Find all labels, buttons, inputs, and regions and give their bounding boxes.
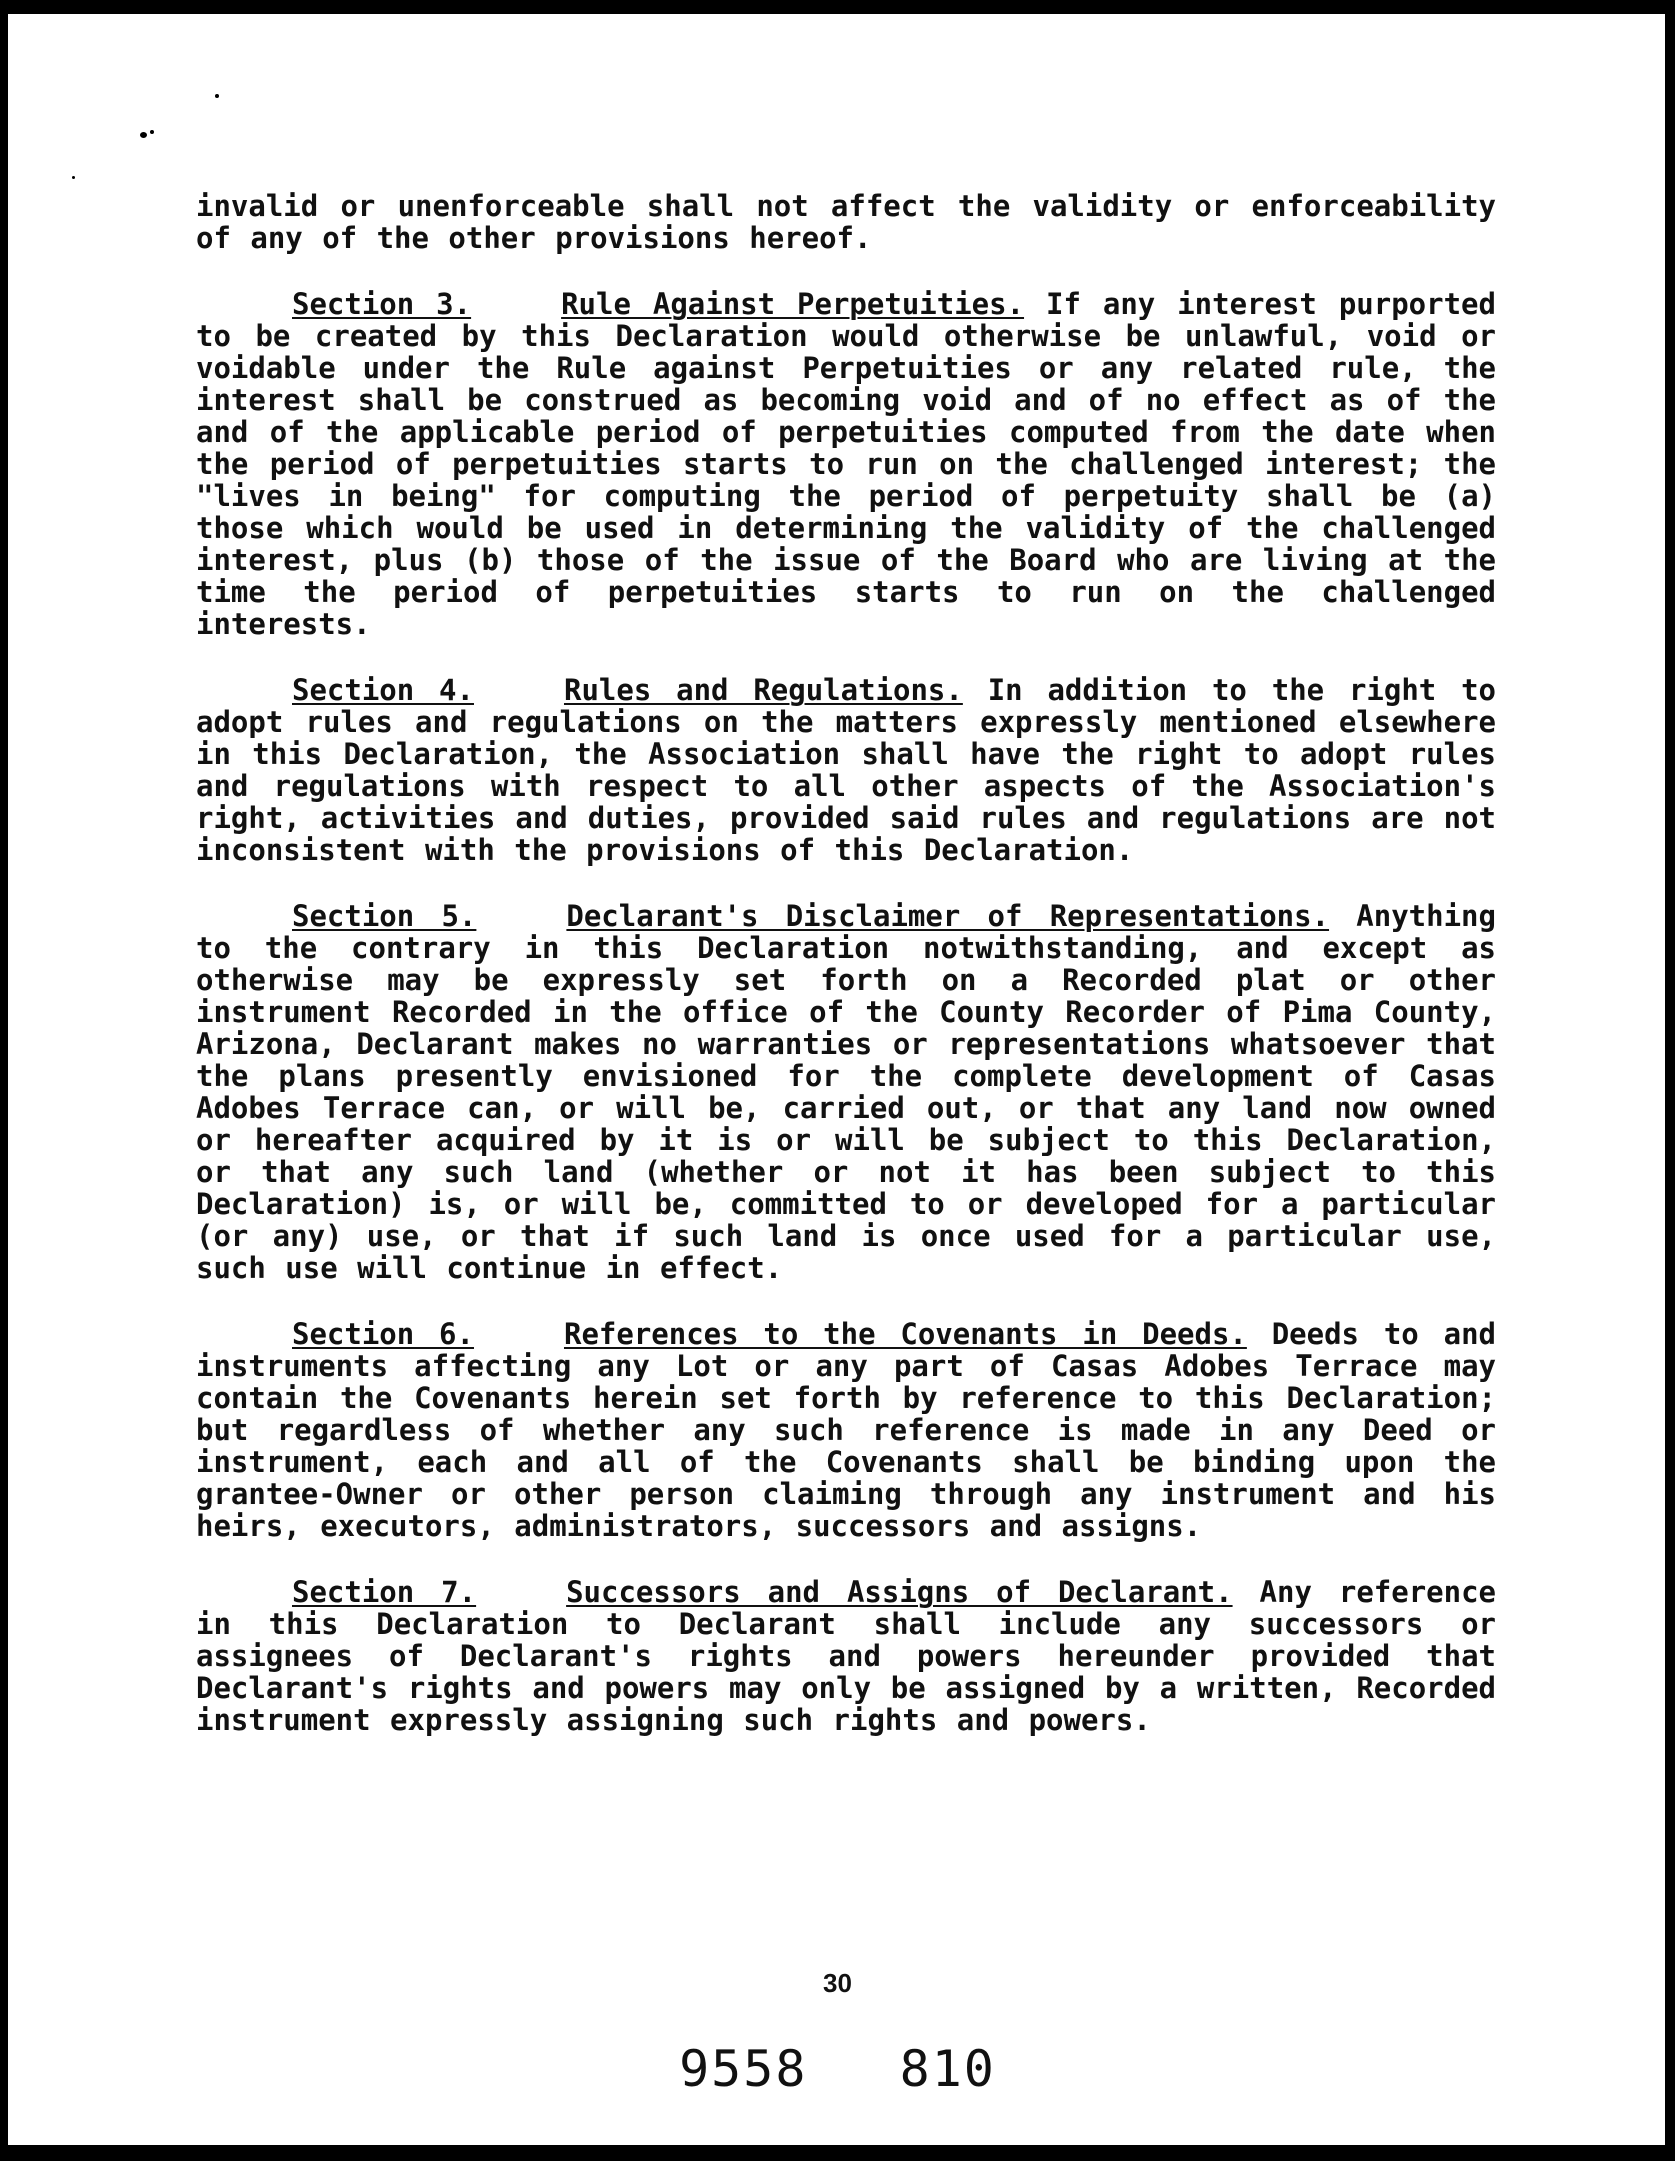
section-title: Rule Against Perpetuities.: [561, 287, 1025, 321]
scan-speck: [140, 132, 147, 138]
section-title: Declarant's Disclaimer of Representations.: [566, 899, 1330, 933]
intro-text: invalid or unenforceable shall not affect the validity or enforceability of any of the other provisions hereof.: [196, 189, 1496, 255]
section-body: In addition to the right to adopt rules and regulations on the matters expressly mentioned elsewhere in this Declaration, the Association shall have the right to adopt rules and regulations with respect to all other aspects of the Association's right, activities and duties, provided said rules and regulations are not inconsistent with the provisions of this Declaration.: [196, 673, 1497, 867]
section-number: Section 6.: [292, 1317, 474, 1351]
intro-paragraph: [196, 190, 1496, 254]
section-3: [196, 288, 1496, 640]
document-body: [196, 190, 1496, 1770]
section-body: Anything to the contrary in this Declaration notwithstanding, and except as otherwise may be expressly set forth on a Recorded plat or other instrument Recorded in the office of the County Recorder of Pima County, Arizona, Declarant makes no warranties or representations whatsoever that the plans presently envisioned for the complete development of Casas Adobes Terrace can, or will be, carried out, or that any land now owned or hereafter acquired by it is or will be subject to this Declaration, or that any such land (whether or not it has been subject to this Declaration) is, or will be, committed to or developed for a particular (or any) use, or that if such land is once used for a particular use, such use will continue in effect.: [196, 899, 1496, 1285]
scan-border-right: [1665, 0, 1675, 2161]
section-4: [196, 674, 1496, 866]
record-number: 9558 810: [679, 2040, 996, 2098]
scan-border-bottom: [0, 2145, 1675, 2161]
section-number: Section 5.: [292, 899, 477, 933]
section-title: Rules and Regulations.: [563, 673, 963, 707]
section-body: If any interest purported to be created by this Declaration would otherwise be unlawful, void or voidable under the Rule against Perpetuities or any related rule, the interest shall be construed as becoming void and of no effect as of the and of the applicable period of perpetuities computed from the date when the period of perpetuities starts to run on the challenged interest; the "lives in being" for computing the period of perpetuity shall be (a) those which would be used in determining the validity of the challenged interest, plus (b) those of the issue of the Board who are living at the time the period of perpetuities starts to run on the challenged interests.: [196, 287, 1496, 641]
page-number: 30: [823, 1968, 852, 1998]
scan-border-top: [0, 0, 1675, 14]
section-title: References to the Covenants in Deeds.: [563, 1317, 1247, 1351]
scan-border-left: [0, 0, 8, 2161]
section-7: [196, 1576, 1496, 1736]
scan-speck: [72, 176, 75, 179]
section-number: Section 3.: [292, 287, 472, 321]
section-body: Any reference in this Declaration to Declarant shall include any successors or assignees of Declarant's rights and powers hereunder provided that Declarant's rights and powers may only be assigned by a written, Recorded instrument expressly assigning such rights and powers.: [196, 1575, 1496, 1737]
section-title: Successors and Assigns of Declarant.: [566, 1575, 1233, 1609]
section-number: Section 7.: [292, 1575, 477, 1609]
scan-speck: [215, 94, 219, 98]
section-6: [196, 1318, 1496, 1542]
section-body: Deeds to and instruments affecting any Lot or any part of Casas Adobes Terrace may contain the Covenants herein set forth by reference to this Declaration; but regardless of whether any such reference is made in any Deed or instrument, each and all of the Covenants shall be binding upon the grantee-Owner or other person claiming through any instrument and his heirs, executors, administrators, successors and assigns.: [196, 1317, 1496, 1543]
scan-speck: [150, 130, 154, 134]
section-5: [196, 900, 1496, 1284]
section-number: Section 4.: [292, 673, 474, 707]
